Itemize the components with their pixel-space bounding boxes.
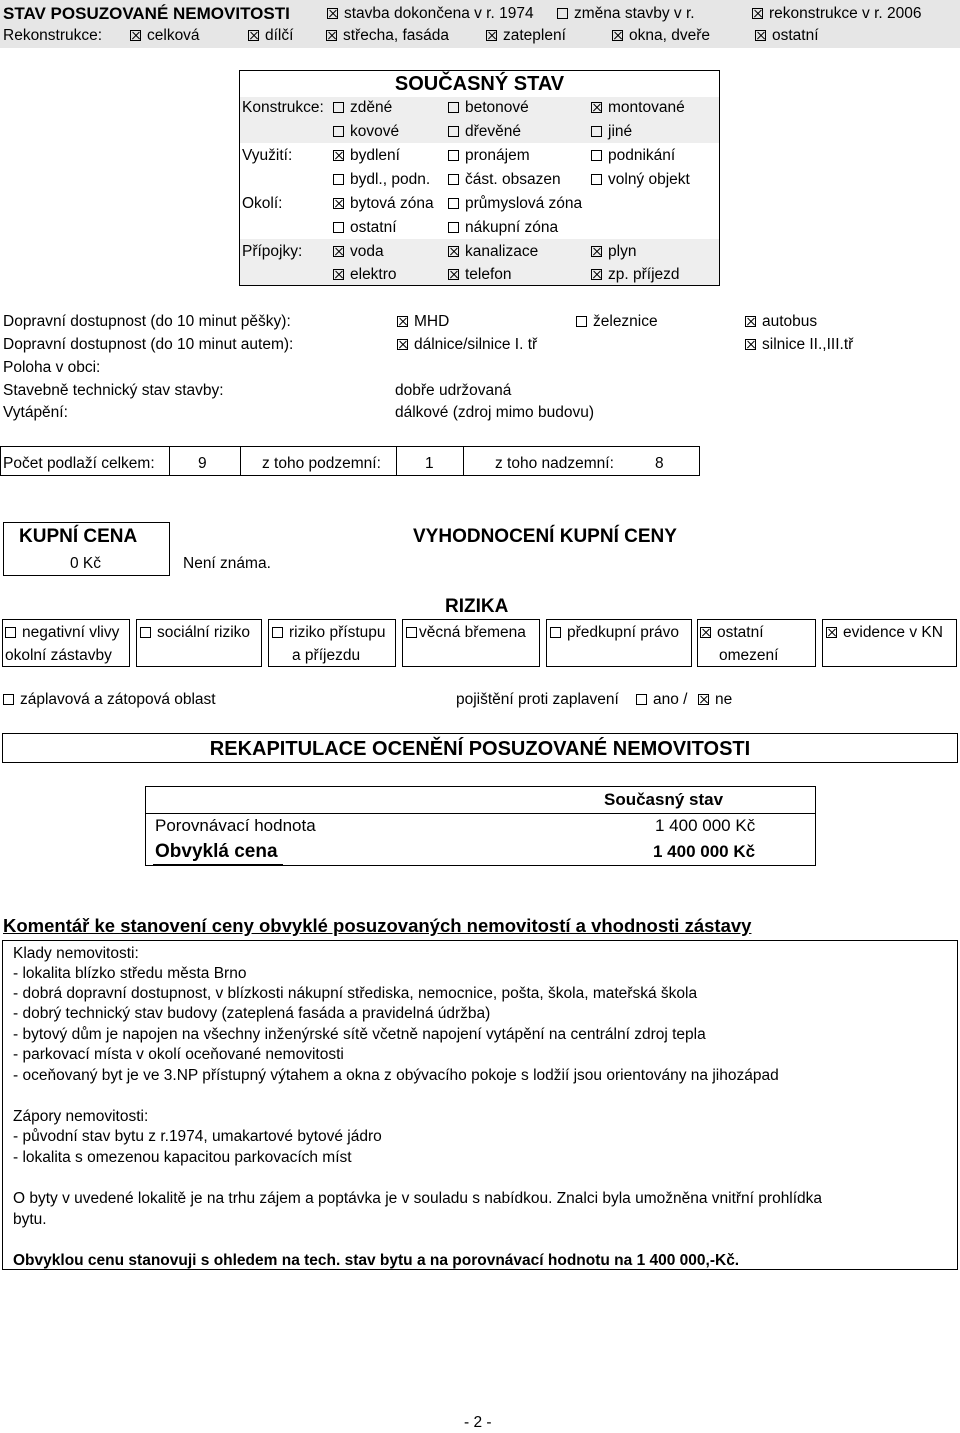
checkbox-empty-icon xyxy=(333,102,344,113)
checkbox-checked-icon xyxy=(612,30,623,41)
konstrukce-zdene: zděné xyxy=(333,98,392,118)
building-state-label: Stavebně technický stav stavby: xyxy=(3,382,224,399)
konstrukce-drevene: dřevěné xyxy=(448,122,521,142)
konstrukce-montovane: montované xyxy=(591,98,685,118)
comment-title: Komentář ke stanovení ceny obvyklé posuzovaných nemovitostí a vhodnosti zástavy xyxy=(3,915,752,936)
konstrukce-jine: jiné xyxy=(591,122,632,142)
checkbox-empty-icon xyxy=(140,627,151,638)
checkbox-checked-icon xyxy=(333,246,344,257)
checkbox-checked-icon xyxy=(700,627,711,638)
checkbox-checked-icon xyxy=(591,269,602,280)
okoli-prumyslova-zona: průmyslová zóna xyxy=(448,194,582,214)
conclusion-text: Obvyklou cenu stanovuji s ohledem na tech. stav bytu a na porovnávací hodnotu na 1 400 000,-Kč. xyxy=(13,1252,740,1269)
recap-row1-label: Porovnávací hodnota xyxy=(155,816,316,835)
vyuziti-label: Využití: xyxy=(242,147,293,164)
checkbox-empty-icon xyxy=(3,694,14,705)
risk-social: sociální riziko xyxy=(140,623,250,643)
market-text-1: O byty v uvedené lokalitě je na trhu zájem a poptávka je v souladu s nabídkou. Znalci byla umožněna vnitřní prohlídka xyxy=(13,1190,823,1207)
rekon-item-zatepleni: zateplení xyxy=(486,26,566,46)
checkbox-checked-icon xyxy=(591,102,602,113)
checkbox-checked-icon xyxy=(486,30,497,41)
walk-rail: železnice xyxy=(576,312,658,332)
risk-negative-vlivy: negativní vlivy xyxy=(5,623,119,643)
checkbox-empty-icon xyxy=(550,627,561,638)
konstrukce-kovove: kovové xyxy=(333,122,399,142)
risk-ostatni: ostatní xyxy=(700,623,764,643)
pros-item-4: - bytový dům je napojen na všechny inženýrské sítě včetně napojení vytápění na centrální zdroj tepla xyxy=(13,1026,706,1043)
purchase-price-note: Není známa. xyxy=(183,555,271,572)
reconstruction-label: Rekonstrukce: xyxy=(3,27,103,44)
checkbox-checked-icon xyxy=(448,246,459,257)
pros-item-6: - oceňovaný byt je ve 3.NP přístupný výtahem a okna z obývacího pokoje s lodžií jsou orientovány na jihozápad xyxy=(13,1067,779,1084)
floors-under-label: z toho podzemní: xyxy=(262,455,381,472)
heating-label: Vytápění: xyxy=(3,404,68,421)
checkbox-empty-icon xyxy=(591,174,602,185)
walk-bus: autobus xyxy=(745,312,817,332)
checkbox-empty-icon xyxy=(448,126,459,137)
heating-value: dálkové (zdroj mimo budovu) xyxy=(395,404,595,421)
checkbox-checked-icon xyxy=(591,246,602,257)
purchase-price-title: KUPNÍ CENA xyxy=(19,526,138,547)
okoli-bytova-zona: bytová zóna xyxy=(333,194,434,214)
rekon-item-dilci: dílčí xyxy=(248,26,293,46)
recap-title: REKAPITULACE OCENĚNÍ POSUZOVANÉ NEMOVITOSTI xyxy=(209,738,751,760)
risk-predkupni: předkupní právo xyxy=(550,623,679,643)
walk-access-label: Dopravní dostupnost (do 10 minut pěšky): xyxy=(3,313,291,330)
market-text-2: bytu. xyxy=(13,1211,47,1228)
recap-row2-value: 1 400 000 Kč xyxy=(653,842,756,861)
vyuziti-volny-objekt: volný objekt xyxy=(591,170,690,190)
price-evaluation-title: VYHODNOCENÍ KUPNÍ CENY xyxy=(413,526,677,547)
pripojky-telefon: telefon xyxy=(448,265,512,285)
cons-item-1: - původní stav bytu z r.1974, umakartové bytové jádro xyxy=(13,1128,382,1145)
page-number: - 2 - xyxy=(464,1414,492,1431)
checkbox-checked-icon xyxy=(248,30,259,41)
pros-item-5: - parkovací místa v okolí oceňované nemovitosti xyxy=(13,1046,344,1063)
checkbox-empty-icon xyxy=(448,150,459,161)
recap-title-bar xyxy=(2,733,958,763)
cons-item-2: - lokalita s omezenou kapacitou parkovacích míst xyxy=(13,1149,352,1166)
checkbox-checked-icon xyxy=(752,8,763,19)
checkbox-checked-icon xyxy=(448,269,459,280)
flood-insurance-yes: ano / xyxy=(636,690,687,710)
floors-above-label: z toho nadzemní: xyxy=(495,455,614,472)
car-highway: dálnice/silnice I. tř xyxy=(397,335,537,355)
rekon-item-okna: okna, dveře xyxy=(612,26,710,46)
car-access-label: Dopravní dostupnost (do 10 minut autem): xyxy=(3,336,294,353)
checkbox-checked-icon xyxy=(333,150,344,161)
rekon-item-strecha: střecha, fasáda xyxy=(326,26,449,46)
pripojky-label: Přípojky: xyxy=(242,243,303,260)
built-year: stavba dokončena v r. 1974 xyxy=(327,4,534,24)
checkbox-empty-icon xyxy=(448,198,459,209)
vyuziti-bydleni: bydlení xyxy=(333,146,400,166)
checkbox-checked-icon xyxy=(130,30,141,41)
recap-row2-label: Obvyklá cena xyxy=(155,841,278,862)
checkbox-checked-icon xyxy=(826,627,837,638)
checkbox-checked-icon xyxy=(755,30,766,41)
page-title: STAV POSUZOVANÉ NEMOVITOSTI xyxy=(3,4,290,23)
recap-divider xyxy=(145,813,816,814)
checkbox-checked-icon xyxy=(397,316,408,327)
building-state-value: dobře udržovaná xyxy=(395,382,512,399)
vyuziti-podnikani: podnikání xyxy=(591,146,675,166)
recap-col-header: Současný stav xyxy=(604,790,724,809)
konstrukce-betonove: betonové xyxy=(448,98,529,118)
car-road: silnice II.,III.tř xyxy=(745,335,853,355)
current-state-title: SOUČASNÝ STAV xyxy=(394,73,565,95)
risk-ostatni-2: omezení xyxy=(719,647,779,664)
recap-row1-value: 1 400 000 Kč xyxy=(655,816,756,835)
risk-evidence-kn: evidence v KN xyxy=(826,623,943,643)
checkbox-checked-icon xyxy=(333,198,344,209)
pripojky-plyn: plyn xyxy=(591,242,636,262)
checkbox-empty-icon xyxy=(636,694,647,705)
pripojky-zp-prijezd: zp. příjezd xyxy=(591,265,680,285)
change-year: změna stavby v r. xyxy=(557,4,695,24)
flood-insurance-label: pojištění proti zaplavení xyxy=(456,691,619,708)
flood-insurance-no: ne xyxy=(698,690,732,710)
checkbox-checked-icon xyxy=(333,269,344,280)
pripojky-elektro: elektro xyxy=(333,265,397,285)
reconstruction-year: rekonstrukce v r. 2006 xyxy=(752,4,922,24)
risk-vecna-bremena: věcná břemena xyxy=(406,623,526,643)
checkbox-empty-icon xyxy=(333,174,344,185)
checkbox-empty-icon xyxy=(333,222,344,233)
checkbox-checked-icon xyxy=(745,316,756,327)
vyuziti-bydl-podn: bydl., podn. xyxy=(333,170,430,190)
risk-access-2: a příjezdu xyxy=(292,647,361,664)
checkbox-empty-icon xyxy=(557,8,568,19)
purchase-price-value: 0 Kč xyxy=(70,555,102,572)
checkbox-checked-icon xyxy=(698,694,709,705)
okoli-nakupni-zona: nákupní zóna xyxy=(448,218,558,238)
floors-under-value: 1 xyxy=(425,455,434,472)
checkbox-empty-icon xyxy=(448,174,459,185)
risk-negative-vlivy-2: okolní zástavby xyxy=(5,647,112,664)
checkbox-empty-icon xyxy=(448,102,459,113)
location-label: Poloha v obci: xyxy=(3,359,101,376)
rekon-item-ostatni: ostatní xyxy=(755,26,819,46)
floors-above-value: 8 xyxy=(655,455,664,472)
recap-row2-underline xyxy=(153,864,283,865)
checkbox-empty-icon xyxy=(591,150,602,161)
checkbox-checked-icon xyxy=(326,30,337,41)
risk-access: riziko přístupu xyxy=(272,623,385,643)
pros-item-3: - dobrý technický stav budovy (zateplená fasáda a pravidelná údržba) xyxy=(13,1005,491,1022)
pripojky-kanalizace: kanalizace xyxy=(448,242,538,262)
vyuziti-cast-obsazen: část. obsazen xyxy=(448,170,561,190)
checkbox-empty-icon xyxy=(576,316,587,327)
checkbox-empty-icon xyxy=(591,126,602,137)
risks-title: RIZIKA xyxy=(445,596,509,617)
floors-total-value: 9 xyxy=(198,455,207,472)
okoli-label: Okolí: xyxy=(242,195,283,212)
okoli-ostatni: ostatní xyxy=(333,218,397,238)
pros-item-1: - lokalita blízko středu města Brno xyxy=(13,965,247,982)
rekon-item-celkova: celková xyxy=(130,26,200,46)
pripojky-voda: voda xyxy=(333,242,384,262)
checkbox-empty-icon xyxy=(448,222,459,233)
flood-zone: záplavová a zátopová oblast xyxy=(3,690,216,710)
walk-mhd: MHD xyxy=(397,312,449,332)
konstrukce-label: Konstrukce: xyxy=(242,99,324,116)
vyuziti-pronajem: pronájem xyxy=(448,146,530,166)
checkbox-empty-icon xyxy=(272,627,283,638)
floors-total-label: Počet podlaží celkem: xyxy=(3,455,155,472)
cons-title: Zápory nemovitosti: xyxy=(13,1108,149,1125)
checkbox-checked-icon xyxy=(745,339,756,350)
checkbox-checked-icon xyxy=(327,8,338,19)
pros-title: Klady nemovitosti: xyxy=(13,945,139,962)
pros-item-2: - dobrá dopravní dostupnost, v blízkosti nákupní střediska, nemocnice, pošta, škola, mateřská škola xyxy=(13,985,698,1002)
checkbox-empty-icon xyxy=(333,126,344,137)
checkbox-empty-icon xyxy=(406,627,417,638)
checkbox-checked-icon xyxy=(397,339,408,350)
checkbox-empty-icon xyxy=(5,627,16,638)
